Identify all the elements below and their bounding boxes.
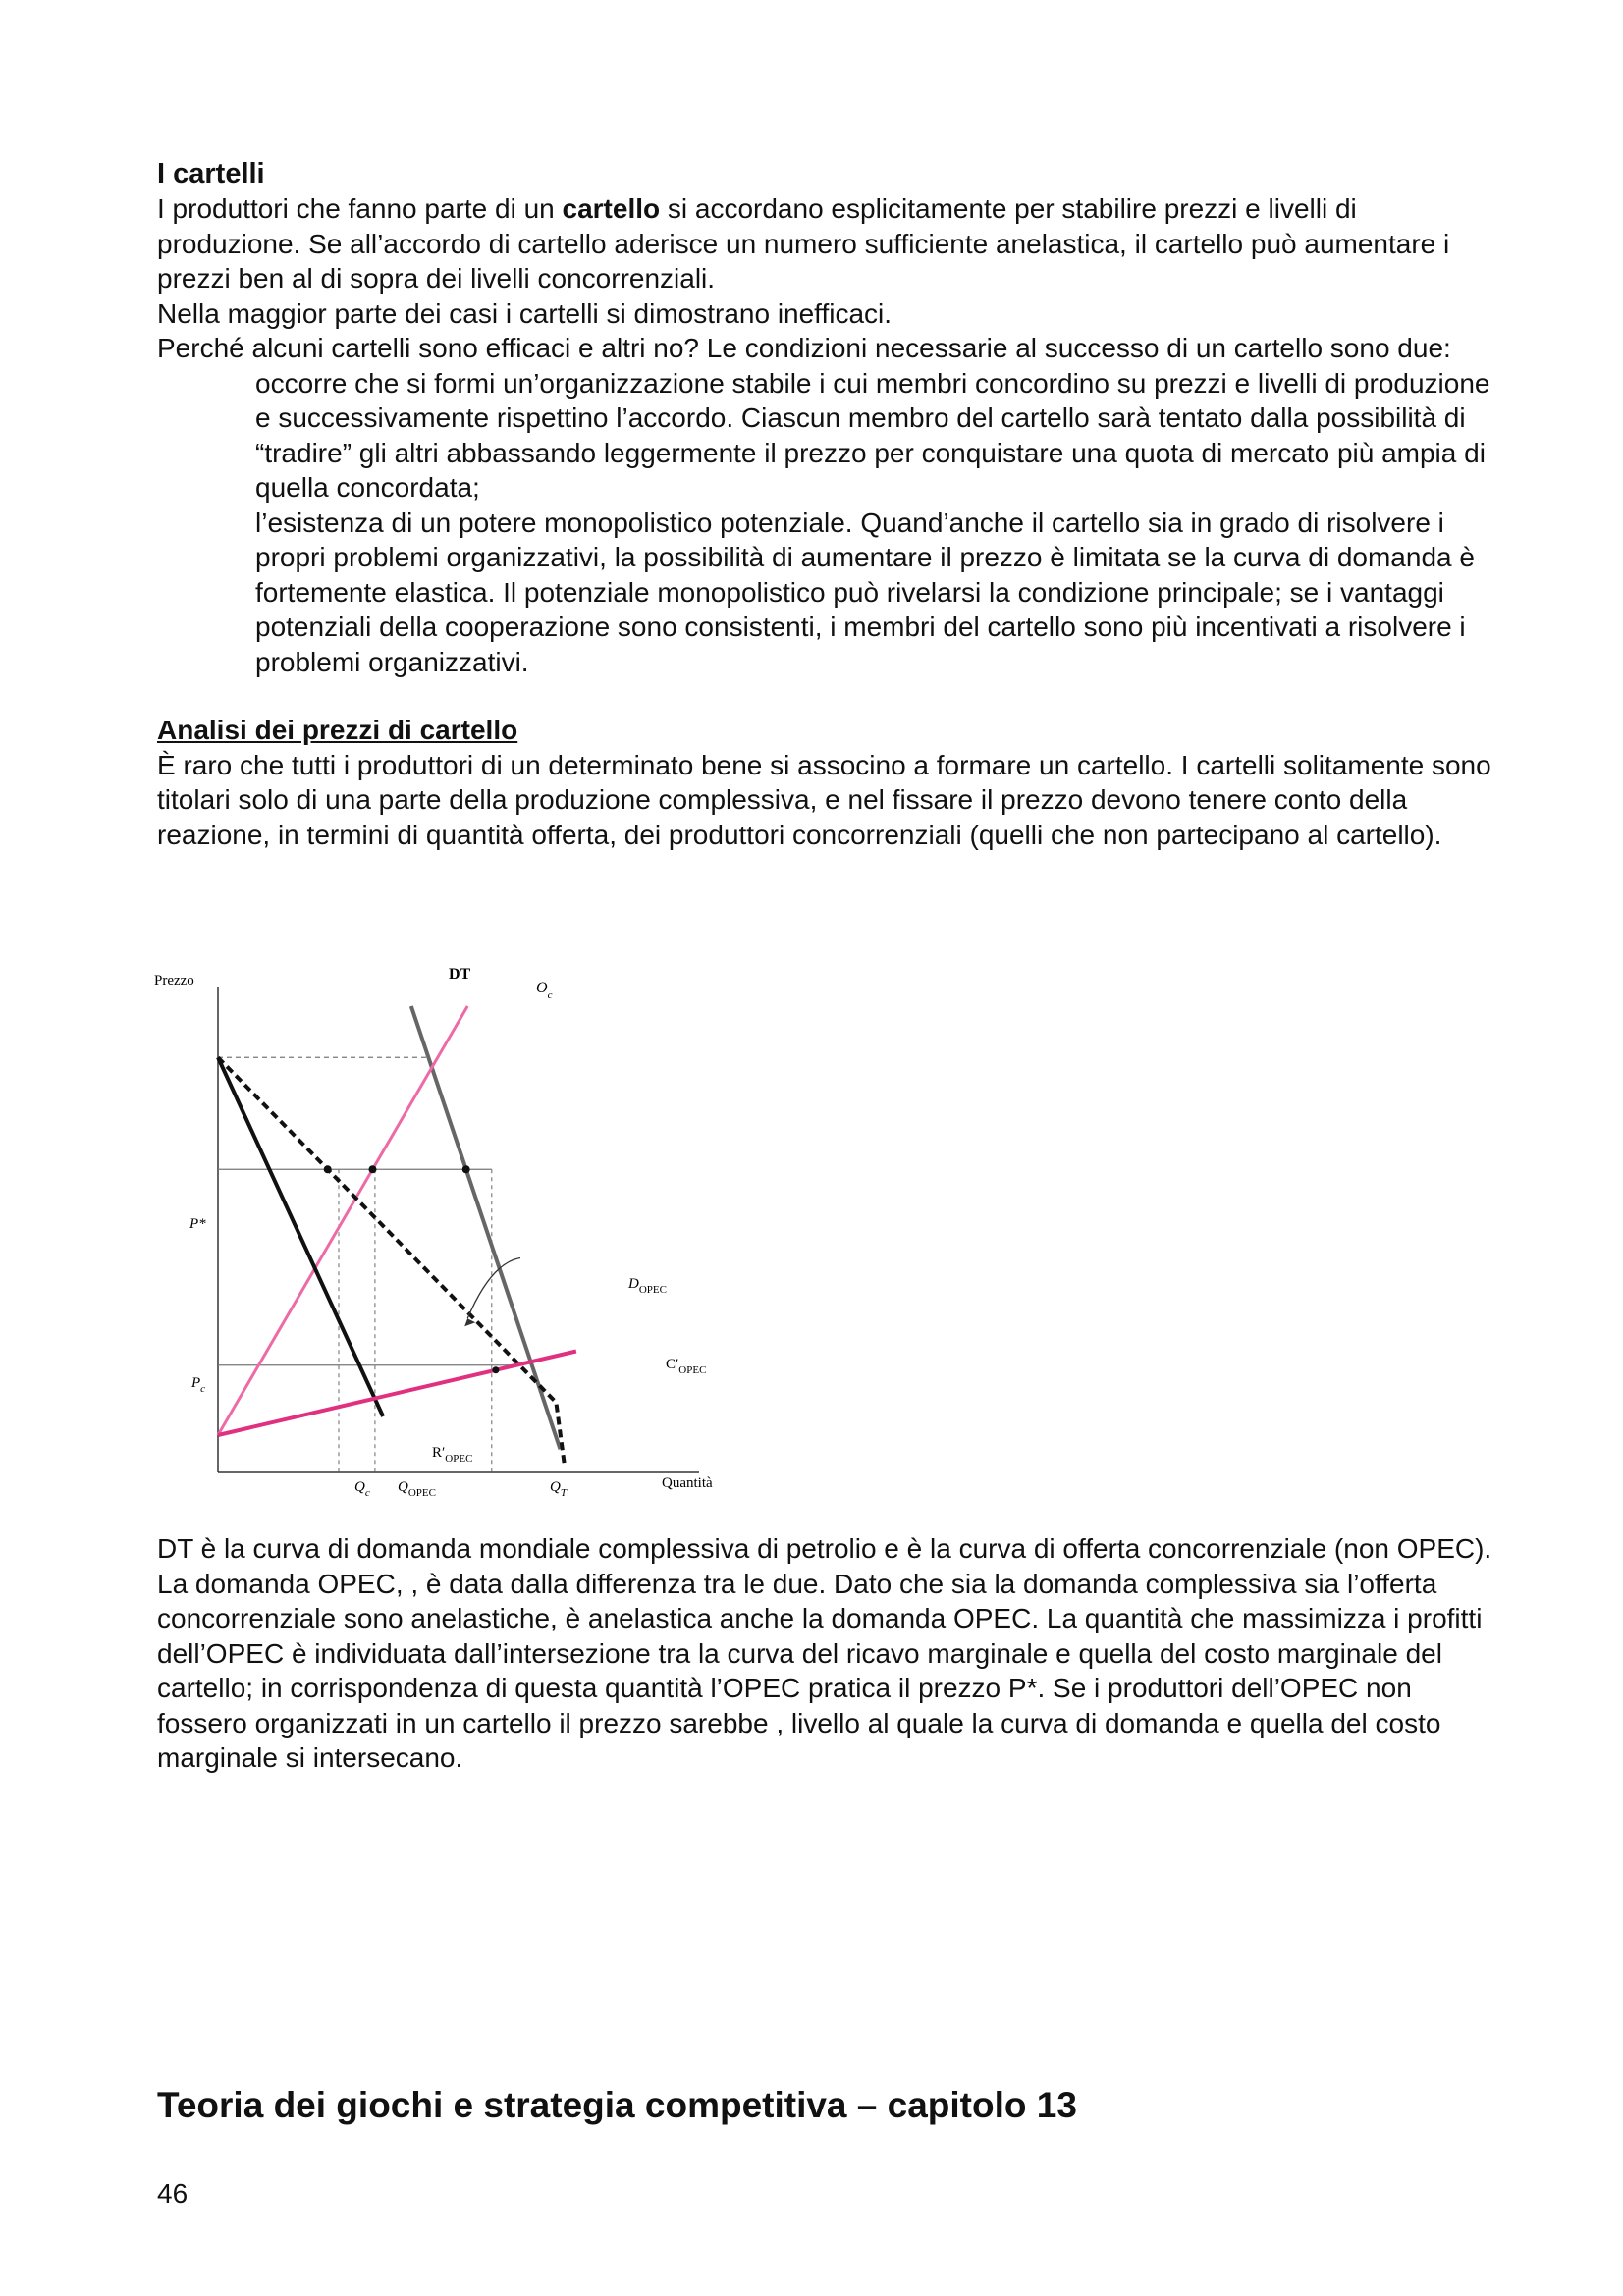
intro-keyword: cartello — [562, 193, 661, 224]
chart-curves — [218, 1006, 576, 1464]
curve-oc — [218, 1006, 467, 1435]
pstar-point-dt — [462, 1165, 470, 1173]
question-line: Perché alcuni cartelli sono efficaci e altri no? Le condizioni necessarie al successo di un cartello sono due: — [157, 333, 1451, 363]
chart-svg — [152, 957, 741, 1507]
intro-text-end: si accordano esplicitamente per stabilire prezzi e livelli di produzione. Se all’accordo di cartello aderisce un numero sufficiente anelastica, il cartello può aumentare i prezzi ben al di sopra dei livelli concorrenziali. — [157, 193, 1450, 294]
chart-explanation — [157, 1531, 1492, 1776]
explanation-paragraph: DT è la curva di domanda mondiale complessiva di petrolio e è la curva di offerta concorrenziale (non OPEC). La domanda OPEC, , è data dalla differenza tra le due. Dato che sia la domanda complessiva sia l’offerta concorrenziale sono anelastiche, è anelastica anche la domanda OPEC. La quantità che massimizza i profitti dell’OPEC è individuata dall’intersezione tra la curva del ricavo marginale e quella del costo marginale del cartello; in corrispondenza di questa quantità l’OPEC pratica il prezzo P*. Se i produttori dell’OPEC non fossero organizzati in un cartello il prezzo sarebbe , livello al quale la curva di domanda e quella del costo marginale si intersecano. — [157, 1533, 1492, 1773]
chart-guides — [218, 1057, 516, 1472]
pstar-tick-label: P* — [189, 1216, 206, 1232]
x-axis-label: Quantità — [662, 1475, 713, 1491]
pc-tick-label: $P_c$ — [191, 1375, 206, 1395]
document-body — [157, 157, 1492, 852]
cartel-intersection-point — [492, 1366, 499, 1373]
curve-r-prime-opec — [218, 1057, 383, 1416]
condition-item: occorre che si formi un’organizzazione stabile i cui membri concordino su prezzi e livelli di produzione e successivamente rispettino l’accordo. Ciascun membro del cartello sarà tentato dalla possibilità di “tradire” gli altri abbassando leggermente il prezzo per conquistare una quota di mercato più ampia di quella concordata; — [255, 367, 1490, 503]
dopec-label: $D_{OPEC}$ — [628, 1276, 667, 1296]
intro-paragraph — [157, 191, 1492, 296]
oc-label: $O_c$ — [536, 980, 553, 1001]
page-number: 46 — [157, 2178, 189, 2209]
intro-text-start: I produttori che fanno parte di un — [157, 193, 563, 224]
qc-tick-label: $Q_c$ — [354, 1479, 370, 1499]
y-axis-label: Prezzo — [154, 973, 194, 988]
ropec-label: $R'_{OPEC}$ — [432, 1445, 473, 1465]
qt-tick-label: $Q_T$ — [550, 1479, 567, 1499]
copec-label: $C'_{OPEC}$ — [666, 1357, 707, 1376]
analysis-heading: Analisi dei prezzi di cartello — [157, 715, 518, 745]
pstar-point-oc — [368, 1165, 376, 1173]
chart-axes — [218, 987, 699, 1472]
pstar-point-dopec — [324, 1165, 332, 1173]
qopec-tick-label: $Q_{OPEC}$ — [398, 1479, 436, 1499]
curve-c-prime-opec — [218, 1352, 576, 1436]
inefficacy-line: Nella maggior parte dei casi i cartelli si dimostrano inefficaci. — [157, 297, 893, 329]
dopec-arrowhead — [464, 1318, 475, 1326]
dt-label: DT — [449, 966, 471, 983]
analysis-paragraph: È raro che tutti i produttori di un determinato bene si associno a formare un cartello. I cartelli solitamente sono titolari solo di una parte della produzione complessiva, e nel fissare il prezzo devono tenere conto della reazione, in termini di quantità offerta, dei produttori concorrenziali (quelli che non partecipano al cartello). — [157, 749, 1491, 850]
chart-labels — [154, 966, 713, 1499]
condition-item: l’esistenza di un potere monopolistico potenziale. Quand’anche il cartello sia in grado di risolvere i propri problemi organizzativi, la possibilità di aumentare il prezzo è limitata se la curva di domanda è fortemente elastica. Il potenziale monopolistico può rivelarsi la condizione principale; se i vantaggi potenziali della cooperazione sono consistenti, i membri del cartello sono più incentivati a risolvere i problemi organizzativi. — [255, 507, 1475, 677]
section-title: I cartelli — [157, 158, 265, 189]
opec-cartel-chart — [152, 957, 741, 1507]
chapter-title: Teoria dei giochi e strategia competitiva – capitolo 13 — [157, 2085, 1077, 2125]
conditions-list — [255, 366, 1492, 680]
